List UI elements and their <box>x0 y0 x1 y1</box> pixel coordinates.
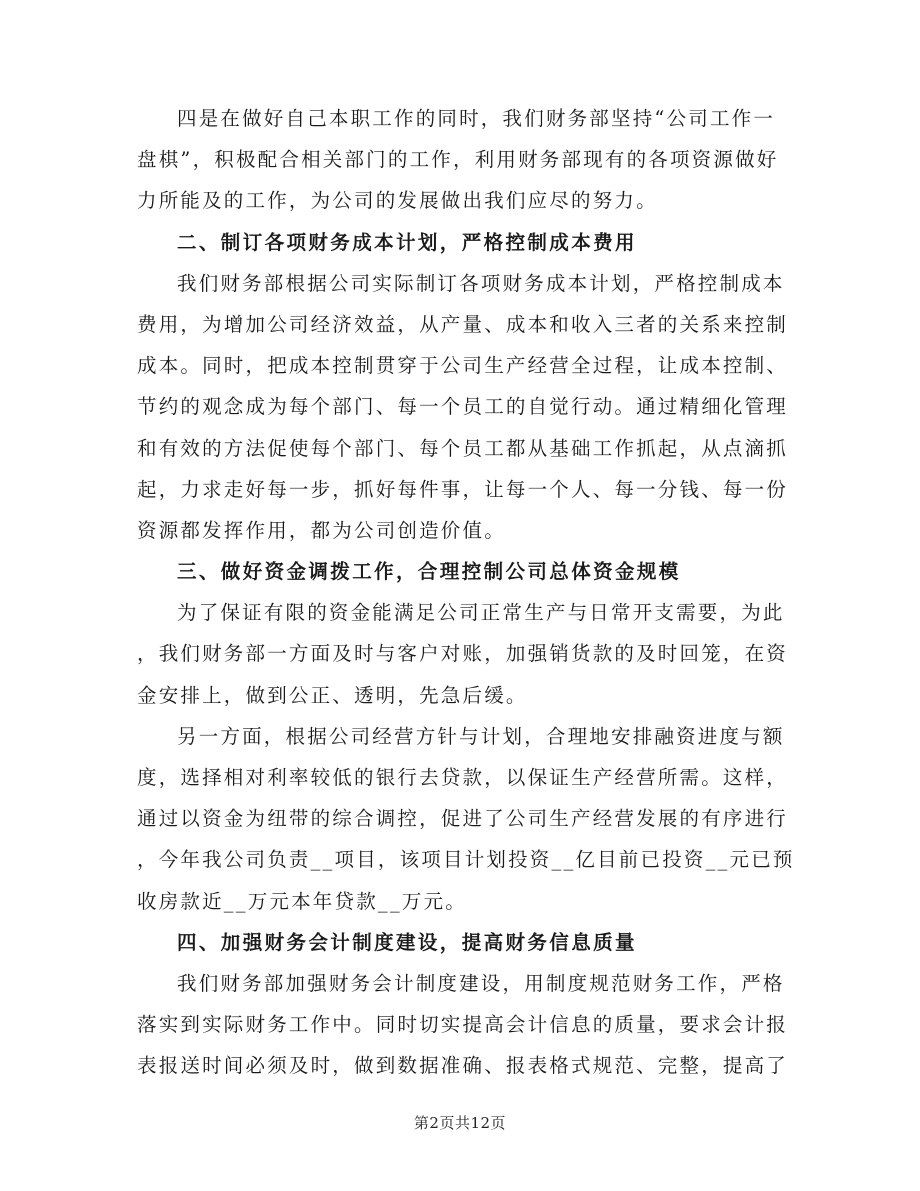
paragraph-line: ，今年我公司负责__项目，该项目计划投资__亿目前已投资__元已预 <box>137 848 795 872</box>
paragraph-line: 为了保证有限的资金能满足公司正常生产与日常开支需要，为此 <box>177 601 785 625</box>
paragraph-line: 另一方面，根据公司经营方针与计划，合理地安排融资进度与额 <box>177 724 785 748</box>
paragraph-line: 金安排上，做到公正、透明，先急后缓。 <box>137 683 528 707</box>
section-heading-funds-allocation: 三、做好资金调拨工作，合理控制公司总体资金规模 <box>177 560 681 584</box>
paragraph-line: 收房款近__万元本年贷款__万元。 <box>137 889 467 913</box>
paragraph-line: 资源都发挥作用，都为公司创造价值。 <box>137 518 506 542</box>
paragraph-line: 和有效的方法促使每个部门、每个员工都从基础工作抓起，从点滴抓 <box>137 436 789 460</box>
paragraph-funds-collection <box>137 592 789 716</box>
section-heading-cost-plan: 二、制订各项财务成本计划，严格控制成本费用 <box>177 230 637 254</box>
paragraph-line: 起，力求走好每一步，抓好每件事，让每一个人、每一分钱、每一份 <box>137 477 789 501</box>
paragraph-intro-point-four <box>137 98 777 222</box>
section-heading-accounting-system: 四、加强财务会计制度建设，提高财务信息质量 <box>177 930 637 954</box>
paragraph-line: 通过以资金为纽带的综合调控，促进了公司生产经营发展的有序进行 <box>137 807 789 831</box>
paragraph-line: 节约的观念成为每个部门、每一个员工的自觉行动。通过精细化管理 <box>137 395 789 419</box>
paragraph-financing <box>137 716 795 922</box>
paragraph-line: 落实到实际财务工作中。同时切实提高会计信息的质量，要求会计报 <box>137 1013 789 1037</box>
paragraph-line: 盘棋”，积极配合相关部门的工作，利用财务部现有的各项资源做好 <box>137 148 779 172</box>
paragraph-line: 我们财务部根据公司实际制订各项财务成本计划，严格控制成本 <box>177 271 785 295</box>
document-body <box>137 98 795 1087</box>
paragraph-line: 费用，为增加公司经济效益，从产量、成本和收入三者的关系来控制 <box>137 312 789 336</box>
paragraph-line: ，我们财务部一方面及时与客户对账，加强销货款的及时回笼，在资 <box>137 642 789 666</box>
page-number-footer: 第2页共12页 <box>413 1114 507 1132</box>
paragraph-line: 成本。同时，把成本控制贯穿于公司生产经营全过程，让成本控制、 <box>137 354 789 378</box>
paragraph-line: 度，选择相对利率较低的银行去贷款，以保证生产经营所需。这样， <box>137 766 789 789</box>
paragraph-line: 表报送时间必须及时，做到数据准确、报表格式规范、完整，提高了 <box>137 1054 789 1078</box>
paragraph-line: 力所能及的工作，为公司的发展做出我们应尽的努力。 <box>137 189 658 213</box>
paragraph-line: 我们财务部加强财务会计制度建设，用制度规范财务工作，严格 <box>177 971 785 995</box>
paragraph-cost-control <box>137 263 789 551</box>
paragraph-line: 四是在做好自己本职工作的同时，我们财务部坚持“公司工作一 <box>177 107 776 130</box>
paragraph-accounting-quality <box>137 963 789 1087</box>
